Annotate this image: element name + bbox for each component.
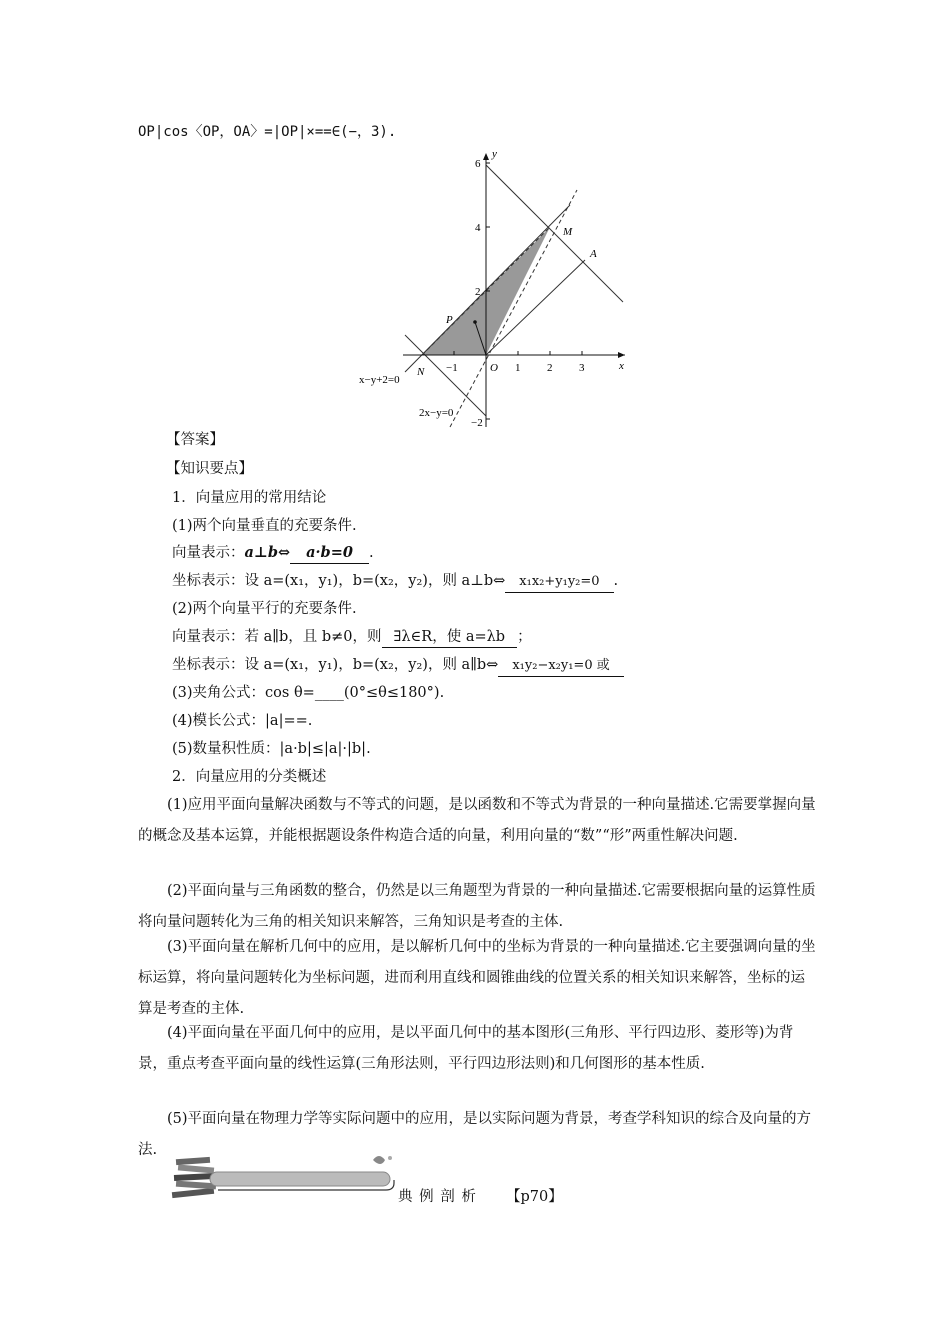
s1-item1-vec-prefix: 向量表示： — [172, 545, 245, 561]
point-M-label: M — [563, 226, 573, 238]
coordinate-graph — [355, 145, 645, 435]
origin-label: O — [490, 362, 498, 374]
y-tick-6: 6 — [475, 158, 481, 170]
banner-title: 典 例 剖 析 — [398, 1189, 477, 1205]
y-axis-arrow — [483, 153, 489, 160]
x-axis-label: x — [619, 360, 624, 372]
top-formula: OP|cos〈OP，OA〉=|OP|×==∈(−，3). — [138, 124, 397, 140]
x-axis-arrow — [618, 352, 625, 358]
s1-item3: (3)夹角公式：cos θ=____(0°≤θ≤180°). — [172, 685, 445, 701]
s1-item2-vec-prefix: 向量表示：若 a∥b，且 b≠0，则 — [172, 629, 382, 645]
s1-item1-vec-cond: a⊥b⇔ — [244, 544, 291, 561]
paragraph-5: (5)平面向量在物理力学等实际问题中的应用，是以实际问题为背景，考查学科知识的综合及向量的方法. — [138, 1111, 812, 1158]
paragraph-3: (3)平面向量在解析几何中的应用，是以解析几何中的坐标为背景的一种向量描述.它主要强调向量的坐标运算，将向量问题转化为坐标问题，进而利用直线和圆锥曲线的位置关系的相关知识来解答，坐标的运算是考查的主体. — [138, 939, 816, 1017]
y-axis-label: y — [492, 148, 497, 160]
s1-item2-coord — [172, 655, 624, 677]
x-tick-2: 2 — [547, 362, 553, 374]
line1-label: x−y+2=0 — [359, 374, 400, 386]
banner-page-ref: 【p70】 — [506, 1189, 563, 1205]
leaf-icon — [373, 1156, 392, 1164]
y-tick-4: 4 — [475, 222, 481, 234]
books-icon — [172, 1157, 216, 1198]
x-tick-1: 1 — [515, 362, 521, 374]
point-N-label: N — [417, 366, 425, 378]
s1-item1: (1)两个向量垂直的充要条件. — [172, 518, 357, 534]
line2-label: 2x−y=0 — [419, 407, 454, 419]
y-tick-2: 2 — [475, 286, 481, 298]
s1-item1-vec-answer: a·b=0 — [290, 543, 369, 564]
s1-item4: (4)模长公式：|a|==. — [172, 713, 313, 729]
s1-item5: (5)数量积性质：|a·b|≤|a|·|b|. — [172, 741, 371, 757]
x-tick-3: 3 — [579, 362, 585, 374]
s1-item2-coord-prefix: 坐标表示：设 a=(x₁，y₁)，b=(x₂，y₂)，则 a∥b⇔ — [172, 657, 499, 673]
s1-item2-vector: 向量表示：若 a∥b，且 b≠0，则 ∃λ∈R，使 a=λb ； — [172, 627, 532, 648]
knowledge-heading: 【知识要点】 — [166, 461, 253, 477]
banner-bar — [210, 1172, 390, 1186]
paragraph-2: (2)平面向量与三角函数的整合，仍然是以三角题型为背景的一种向量描述.它需要根据向量的运算性质将向量问题转化为三角的相关知识来解答，三角知识是考查的主体. — [138, 883, 816, 930]
s1-item2-vec-answer: ∃λ∈R，使 a=λb — [382, 627, 518, 648]
x-tick-m1: −1 — [446, 362, 458, 374]
paragraph-4: (4)平面向量在平面几何中的应用，是以平面几何中的基本图形(三角形、平行四边形、菱形等)为背景，重点考查平面向量的线性运算(三角形法则，平行四边形法则)和几何图形的基本性质. — [138, 1025, 794, 1072]
answer-heading: 【答案】 — [166, 432, 224, 448]
paragraph-1: (1)应用平面向量解决函数与不等式的问题，是以函数和不等式为背景的一种向量描述.它需要掌握向量的概念及基本运算，并能根据题设条件构造合适的向量，利用向量的“数”“形”两重性解决问题. — [138, 797, 816, 844]
s1-item2: (2)两个向量平行的充要条件. — [172, 601, 357, 617]
point-P-dot — [473, 320, 477, 324]
y-tick-m2: −2 — [471, 417, 483, 429]
s1-item1-coord: 坐标表示：设 a=(x₁，y₁)，b=(x₂，y₂)，则 a⊥b⇔ x₁x₂+y₁y₂=0 . — [172, 571, 618, 593]
s1-item1-coord-answer: x₁x₂+y₁y₂=0 — [505, 572, 613, 593]
point-A-label: A — [590, 248, 597, 260]
section1-title: 1．向量应用的常用结论 — [172, 490, 327, 506]
s1-item1-vector: 向量表示：a⊥b⇔ a·b=0 . — [172, 543, 374, 564]
section2-title: 2．向量应用的分类概述 — [172, 769, 327, 785]
s1-item2-coord-answer: x₁y₂−x₂y₁=0 或 — [498, 656, 623, 677]
s1-item1-coord-prefix: 坐标表示：设 a=(x₁，y₁)，b=(x₂，y₂)，则 a⊥b⇔ — [172, 573, 506, 589]
point-P-label: P — [446, 314, 453, 326]
